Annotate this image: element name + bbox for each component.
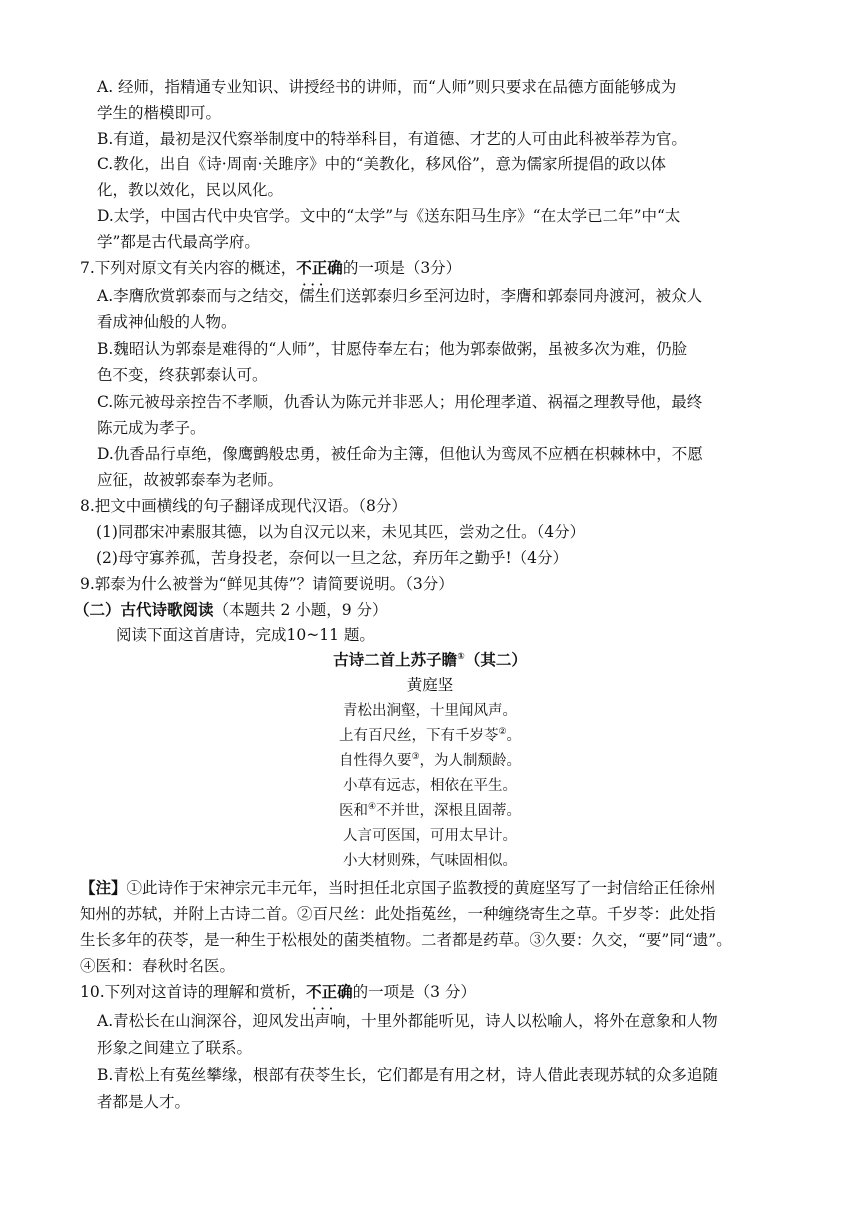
poem-title-suffix: （其二） (464, 651, 527, 669)
q6-option-d-line1: D.太学，中国古代中央官学。文中的“太学”与《送东阳马生序》“在太学已二年”中“太 (97, 207, 681, 225)
q7-option-c-line1: C.陈元被母亲控告不孝顺，仇香认为陈元并非恶人；用伦理孝道、祸福之理教导他，最终 (97, 393, 703, 411)
q7-prefix: 7.下列对原文有关内容的概述， (80, 259, 297, 277)
section2-intro: 阅读下面这首唐诗，完成10~11 题。 (116, 626, 375, 644)
poem-line-rest: 不并世，深根且固蒂。 (376, 803, 522, 819)
note-line-1 (80, 877, 716, 899)
poem-line-text: 小草有远志，相依在平生。 (343, 778, 517, 794)
q10-option-b-line1: B.青松上有菟丝攀缘，根部有茯苓生长，它们都是有用之材，诗人借此表现苏轼的众多追随 (97, 1066, 718, 1084)
poem-line-text: 人言可医国，可用太早计。 (343, 828, 517, 844)
q10-emphasis: 不正确 • • • (306, 981, 353, 1003)
q7-option-d-line1: D.仇香品行卓绝，像鹰鹯般忠勇，被任命为主簿，但他认为鸾凤不应栖在枳棘林中，不愿 (97, 445, 703, 463)
poem-line-text: 上有百尺丝，下有千岁苓 (338, 728, 499, 744)
poem-note-mark: ② (498, 727, 507, 738)
note-line-4: ④医和：春秋时名医。 (80, 957, 236, 975)
note-text: ①此诗作于宋神宗元丰元年，当时担任北京国子监教授的黄庭坚写了一封信给正任徐州 (126, 879, 716, 897)
poem-author: 黄庭坚 (406, 676, 454, 694)
poem-line-5 (0, 800, 860, 822)
q6-option-b: B.有道，最初是汉代察举制度中的特举科目，有道德、才艺的人可由此科被举荐为官。 (97, 130, 687, 148)
q10-option-a-line2: 形象之间建立了联系。 (97, 1039, 253, 1057)
poem-line-text: 青松出涧壑，十里闻风声。 (343, 703, 517, 719)
poem-line-text: 医和 (338, 803, 368, 819)
q8-stem: 8.把文中画横线的句子翻译成现代汉语。（8分） (80, 497, 407, 515)
poem-line-text: 自性得久要 (338, 753, 412, 769)
q6-option-a-line1: A. 经师，指精通专业知识、讲授经书的讲师，而“人师”则只要求在品德方面能够成为 (97, 78, 677, 96)
poem-title (0, 649, 860, 671)
q10-suffix: 的一项是（3 分） (352, 983, 476, 1001)
q6-option-a-line2: 学生的楷模即可。 (97, 104, 222, 122)
q7-option-d-line2: 应征，故被郭泰奉为老师。 (97, 471, 284, 489)
poem-title-note-mark: ① (457, 651, 465, 662)
q7-option-c-line2: 陈元成为孝子。 (97, 419, 206, 437)
q8-sentence-1: (1)同郡宋冲素服其德，以为自汉元以来，未见其匹，尝劝之仕。（4分） (96, 523, 586, 541)
q10-option-a-line1: A.青松长在山涧深谷，迎风发出声响，十里外都能听见，诗人以松喻人，将外在意象和人物 (97, 1012, 718, 1030)
q10-stem (80, 981, 476, 1003)
q7-emphasis: 不正确 • • • (296, 257, 343, 279)
poem-line-3 (0, 750, 860, 772)
q7-option-a-line2: 看成神仙般的人物。 (97, 313, 237, 331)
poem-note-mark: ④ (367, 802, 377, 813)
poem-line-1 (0, 700, 860, 722)
poem-line-rest: 。 (506, 728, 522, 744)
note-line-2: 知州的苏轼，并附上古诗二首。②百尺丝：此处指菟丝，一种缠绕寄生之草。千岁苓：此处指 (80, 905, 716, 923)
q7-option-b-line2: 色不变，终获郭泰认可。 (97, 366, 268, 384)
poem-line-2 (0, 725, 860, 747)
poem-line-4 (0, 775, 860, 797)
q9-stem: 9.郭泰为什么被誉为“鲜见其俦”？请简要说明。（3分） (80, 575, 454, 593)
q8-sentence-2: (2)母守寡养孤，苦身投老，奈何以一旦之忿，弃历年之勤乎!（4分） (96, 549, 569, 567)
poem-line-7 (0, 850, 860, 872)
poem-title-text: 古诗二首上苏子瞻 (333, 651, 458, 669)
q6-option-d-line2: 学”都是古代最高学府。 (97, 233, 260, 251)
section2-title-rest: （本题共 2 小题，9 分） (213, 601, 388, 619)
q10-prefix: 10.下列对这首诗的理解和赏析， (80, 983, 307, 1001)
poem-line-6 (0, 825, 860, 847)
note-line-3: 生长多年的茯苓，是一种生于松根处的菌类植物。二者都是药草。③久要：久交，“要”同“遗”。 (80, 931, 732, 949)
poem-line-text: 小大材则殊，气味固相似。 (343, 853, 517, 869)
q7-stem (80, 257, 461, 279)
q6-option-c-line2: 化，教以效化，民以风化。 (97, 181, 284, 199)
section2-heading (74, 599, 388, 621)
q10-option-b-line2: 者都是人才。 (97, 1093, 191, 1111)
note-label: 【注】 (80, 879, 127, 897)
q7-suffix: 的一项是（3分） (342, 259, 462, 277)
poem-line-rest: ，为人制颓龄。 (419, 753, 522, 769)
poem-note-mark: ③ (411, 752, 420, 763)
q7-option-b-line1: B.魏昭认为郭泰是难得的“人师”，甘愿侍奉左右；他为郭泰做粥，虽被多次为难，仍脸 (97, 340, 688, 358)
section2-title: （二）古代诗歌阅读 (74, 601, 214, 619)
q7-option-a-line1: A.李膺欣赏郭泰而与之结交，儒生们送郭泰归乡至河边时，李膺和郭泰同舟渡河，被众人 (97, 287, 703, 305)
q6-option-c-line1: C.教化，出自《诗·周南·关雎序》中的“美教化，移风俗”，意为儒家所提倡的政以体 (97, 155, 666, 173)
